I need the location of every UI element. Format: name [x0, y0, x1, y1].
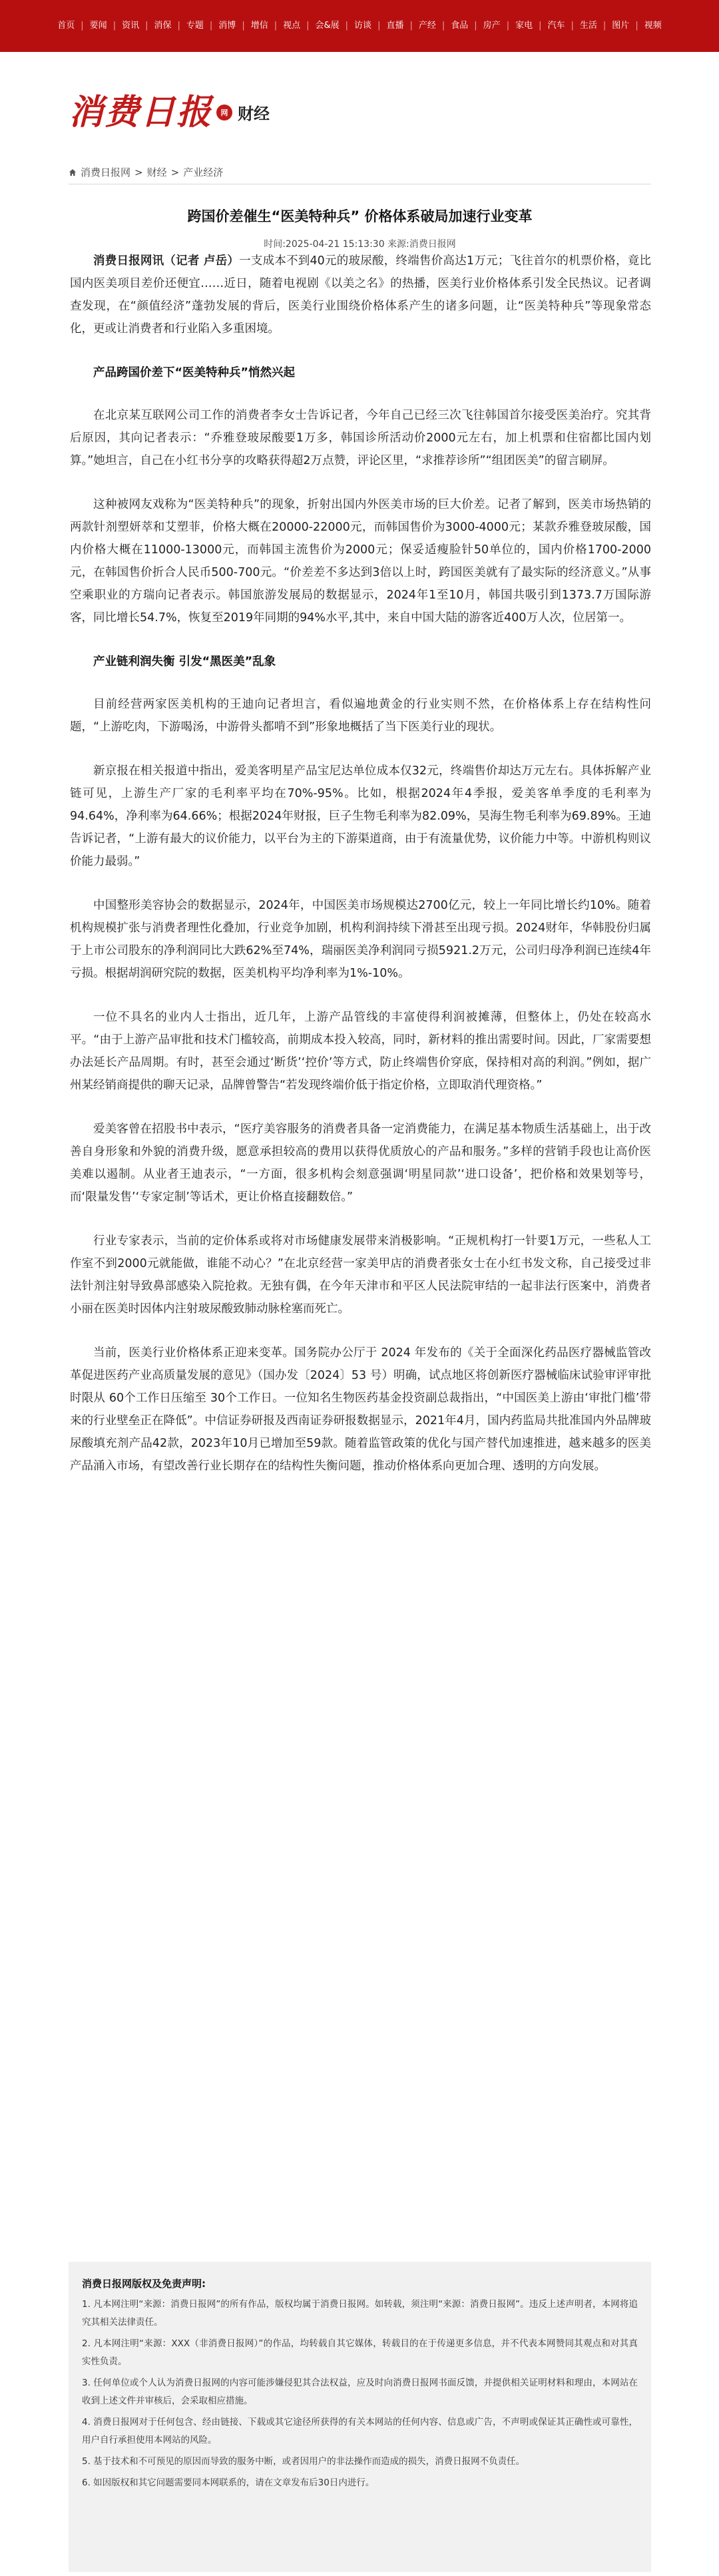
nav-separator: |	[506, 21, 510, 31]
article-header	[69, 206, 651, 250]
disclaimer-item: 4. 消费日报网对于任何包含、经由链接、下载或其它途径所获得的有关本网站的任何内容、信息或广告，不声明或保证其正确性或可靠性，用户自行承担使用本网站的风险。	[82, 2417, 638, 2446]
breadcrumb	[69, 165, 223, 179]
nav-item[interactable]: 产经	[418, 21, 436, 31]
paragraph: 行业专家表示，当前的定价体系或将对市场健康发展带来消极影响。“正规机构打一针要1万元，一些私人工作室不到2000元就能做，谁能不动心？”在北京经营一家美甲店的消费者张女士在小红书发文称，自己接受过非法针剂注射导致鼻部感染入院抢救。无独有偶，在今年天津市和平区人民法院审结的一起非法行医案中，消费者小丽在医美时因体内注射玻尿酸致肺动脉栓塞而死亡。	[70, 1234, 651, 1316]
nav-item[interactable]: 家电	[515, 21, 533, 31]
breadcrumb-sep: >	[134, 166, 143, 178]
nav-item[interactable]: 食品	[451, 21, 469, 31]
channel-name: 财经	[238, 105, 270, 123]
nav-separator: |	[306, 21, 310, 31]
nav-item[interactable]: 访谈	[354, 21, 372, 31]
copyright-disclaimer	[69, 2262, 651, 2572]
paragraph: 目前经营两家医美机构的王迪向记者坦言，看似遍地黄金的行业实则不然，在价格体系上存在结构性问题，“上游吃肉，下游喝汤，中游骨头都啃不到”形象地概括了当下医美行业的现状。	[70, 698, 651, 734]
logo-badge: 网	[216, 105, 232, 121]
breadcrumb-sep: >	[170, 166, 180, 178]
nav-separator: |	[635, 21, 638, 31]
nav-separator: |	[474, 21, 477, 31]
nav-separator: |	[274, 21, 278, 31]
paragraph: 新京报在相关报道中指出，爱美客明星产品宝尼达单位成本仅32元，终端售价却达万元左右。具体拆解产业链可见，上游生产厂家的毛利率平均在70%-95%。比如，根据2024年4季报，爱美客单季度的毛利率为94.64%，净利率为64.66%；根据2024年财报，巨子生物毛利率为82.09%，昊海生物毛利率为69.89%。王迪告诉记者，“上游有最大的议价能力，以平台为主的下游渠道商，由于有流量优势，议价能力中等。中游机构则议价能力最弱。”	[70, 764, 651, 868]
paragraph: 一位不具名的业内人士指出，近几年，上游产品管线的丰富使得利润被摊薄，但整体上，仍处在较高水平。“由于上游产品审批和技术门槛较高，前期成本投入较高，同时，新材料的推出需要时间。因此，厂家需要想办法延长产品周期。有时，甚至会通过‘断货’‘控价’等方式，防止终端售价穿底，保持相对高的利润。”例如，据广州某经销商提供的聊天记录，品牌曾警告“若发现终端价低于指定价格，立即取消代理资格。”	[70, 1011, 651, 1092]
nav-item[interactable]: 视频	[644, 21, 662, 31]
article-lead: 消费日报网讯（记者 卢岳）	[93, 254, 240, 268]
paragraph: 当前，医美行业价格体系正迎来变革。国务院办公厅于 2024 年发布的《关于全面深化药品医疗器械监管改革促进医药产业高质量发展的意见》（国办发〔2024〕53 号）明确，试点地区将创新医疗器械临床试验审评审批时限从 60个工作日压缩至 30个工作日。一位知名生物医药基金投资副总裁指出，“中国医美上游由‘审批门槛’带来的行业壁垒正在降低”。中信证券研报及西南证券研报数据显示，2021年4月，国内药监局共批准国内外品牌玻尿酸填充剂产品42款，2023年10月已增加至59款。随着监管政策的优化与国产替代加速推进，越来越多的医美产品涌入市场，有望改善行业长期存在的结构性失衡问题，推动价格体系向更加合理、透明的方向发展。	[70, 1346, 651, 1473]
logo-text: 消费日报	[69, 92, 213, 132]
nav-item[interactable]: 生活	[579, 21, 597, 31]
paragraph	[70, 250, 651, 340]
nav-separator: |	[113, 21, 117, 31]
paragraph-text: 一支成本不到40元的玻尿酸，终端售价高达1万元；飞往首尔的机票价格，竟比国内医美项目差价还便宜……近日，随着电视剧《以美之名》的热播，医美行业价格体系引发全民热议。记者调查发现，在“颜值经济”蓬勃发展的背后，医美行业围绕价格体系产生的诸多问题，让“医美特种兵”等现象常态化，更或让消费者和行业陷入多重困境。	[70, 254, 651, 336]
brand-header	[0, 52, 719, 153]
paragraph: 中国整形美容协会的数据显示，2024年，中国医美市场规模达2700亿元，较上一年同比增长约10%。随着机构规模扩张与消费者理性化叠加，行业竞争加剧，机构利润持续下滑甚至出现亏损。2024财年，华韩股份归属于上市公司股东的净利润同比大跌62%至74%，瑞丽医美净利润同亏损5921.2万元，公司归母净利润已连续4年亏损。根据胡润研究院的数据，医美机构平均净利率为1%-10%。	[70, 899, 651, 980]
nav-separator: |	[539, 21, 542, 31]
top-nav	[51, 0, 667, 52]
top-nav-bar	[0, 0, 719, 52]
article-body	[70, 250, 651, 1499]
disclaimer-item: 1. 凡本网注明“来源：消费日报网”的所有作品，版权均属于消费日报网。如转载，须注明“来源：消费日报网”。违反上述声明者，本网将追究其相关法律责任。	[82, 2299, 638, 2328]
nav-separator: |	[81, 21, 84, 31]
breadcrumb-home[interactable]: 消费日报网	[81, 166, 131, 178]
nav-item[interactable]: 汽车	[547, 21, 565, 31]
nav-item[interactable]: 会&展	[315, 21, 340, 31]
nav-separator: |	[377, 21, 381, 31]
paragraph: 在北京某互联网公司工作的消费者李女士告诉记者，今年自己已经三次飞往韩国首尔接受医美治疗。究其背后原因，其向记者表示：“乔雅登玻尿酸要1万多，韩国诊所活动价2000元左右，加上机票和住宿都比国内划算。”她坦言，自己在小红书分享的攻略获得超2万点赞，评论区里，“求推荐诊所”“组团医美”的留言刷屏。	[70, 409, 651, 467]
nav-item[interactable]: 专题	[186, 21, 204, 31]
breadcrumb-finance[interactable]: 财经	[146, 166, 167, 178]
section-heading: 产品跨国价差下“医美特种兵”悄然兴起	[93, 366, 296, 380]
paragraph: 这种被网友戏称为“医美特种兵”的现象，折射出国内外医美市场的巨大价差。记者了解到，医美市场热销的两款针剂塑妍萃和艾塑菲，价格大概在20000-22000元，而韩国售价为3000-4000元；某款乔雅登玻尿酸，国内价格大概在11000-13000元，而韩国主流售价为2000元；保妥适瘦脸针50单位的，国内价格1700-2000元，在韩国售价折合人民币500-700元。“价差差不多达到3倍以上时，跨国医美就有了最实际的经济意义。”从事空乘职业的方瑞向记者表示。韩国旅游发展局的数据显示，2024年1至10月，韩国共吸引到1373.7万国际游客，同比增长54.7%，恢复至2019年同期的94%水平,其中，来自中国大陆的游客近400万人次，位居第一。	[70, 498, 651, 625]
nav-separator: |	[242, 21, 245, 31]
disclaimer-item: 2. 凡本网注明“来源：XXX（非消费日报网）”的作品，均转载自其它媒体，转载目的在于传递更多信息，并不代表本网赞同其观点和对其真实性负责。	[82, 2338, 638, 2367]
paragraph: 爱美客曾在招股书中表示，“医疗美容服务的消费者具备一定消费能力，在满足基本物质生活基础上，出于改善自身形象和外貌的消费升级，愿意承担较高的费用以获得优质放心的产品和服务。”多样的营销手段也让高价医美难以遏制。从业者王迪表示，“一方面，很多机构会刻意强调‘明星同款’‘进口设备’，把价格和效果划等号，而‘限量发售’‘专家定制’等话术，更让价格直接翻数倍。”	[70, 1123, 651, 1204]
nav-item[interactable]: 要闻	[89, 21, 107, 31]
disclaimer-item: 3. 任何单位或个人认为消费日报网的内容可能涉嫌侵犯其合法权益，应及时向消费日报网书面反馈，并提供相关证明材料和理由，本网站在收到上述文件并审核后，会采取相应措施。	[82, 2378, 638, 2406]
nav-item[interactable]: 消博	[218, 21, 236, 31]
nav-item[interactable]: 直播	[386, 21, 404, 31]
nav-item[interactable]: 视点	[283, 21, 301, 31]
nav-item[interactable]: 房产	[483, 21, 501, 31]
article-meta: 时间:2025-04-21 15:13:30 来源:消费日报网	[264, 239, 456, 250]
nav-separator: |	[571, 21, 574, 31]
site-logo[interactable]	[69, 84, 270, 134]
nav-separator: |	[345, 21, 349, 31]
nav-item[interactable]: 图片	[612, 21, 630, 31]
nav-item[interactable]: 消保	[154, 21, 172, 31]
nav-separator: |	[409, 21, 413, 31]
disclaimer-item: 6. 如因版权和其它问题需要同本网联系的，请在文章发布后30日内进行。	[82, 2477, 375, 2488]
nav-item[interactable]: 首页	[57, 21, 75, 31]
nav-separator: |	[441, 21, 445, 31]
article-title: 跨国价差催生“医美特种兵” 价格体系破局加速行业变革	[187, 208, 533, 224]
nav-separator: |	[145, 21, 148, 31]
disclaimer-title: 消费日报网版权及免责声明:	[82, 2278, 206, 2290]
nav-separator: |	[602, 21, 606, 31]
nav-separator: |	[209, 21, 213, 31]
section-heading: 产业链利润失衡 引发“黑医美”乱象	[93, 655, 276, 668]
nav-item[interactable]: 增信	[250, 21, 268, 31]
breadcrumb-industry[interactable]: 产业经济	[183, 166, 224, 178]
nav-item[interactable]: 资讯	[122, 21, 140, 31]
home-icon	[69, 168, 77, 176]
disclaimer-item: 5. 基于技术和不可预见的原因而导致的服务中断，或者因用户的非法操作而造成的损失，消费日报网不负责任。	[82, 2456, 525, 2467]
nav-separator: |	[177, 21, 180, 31]
